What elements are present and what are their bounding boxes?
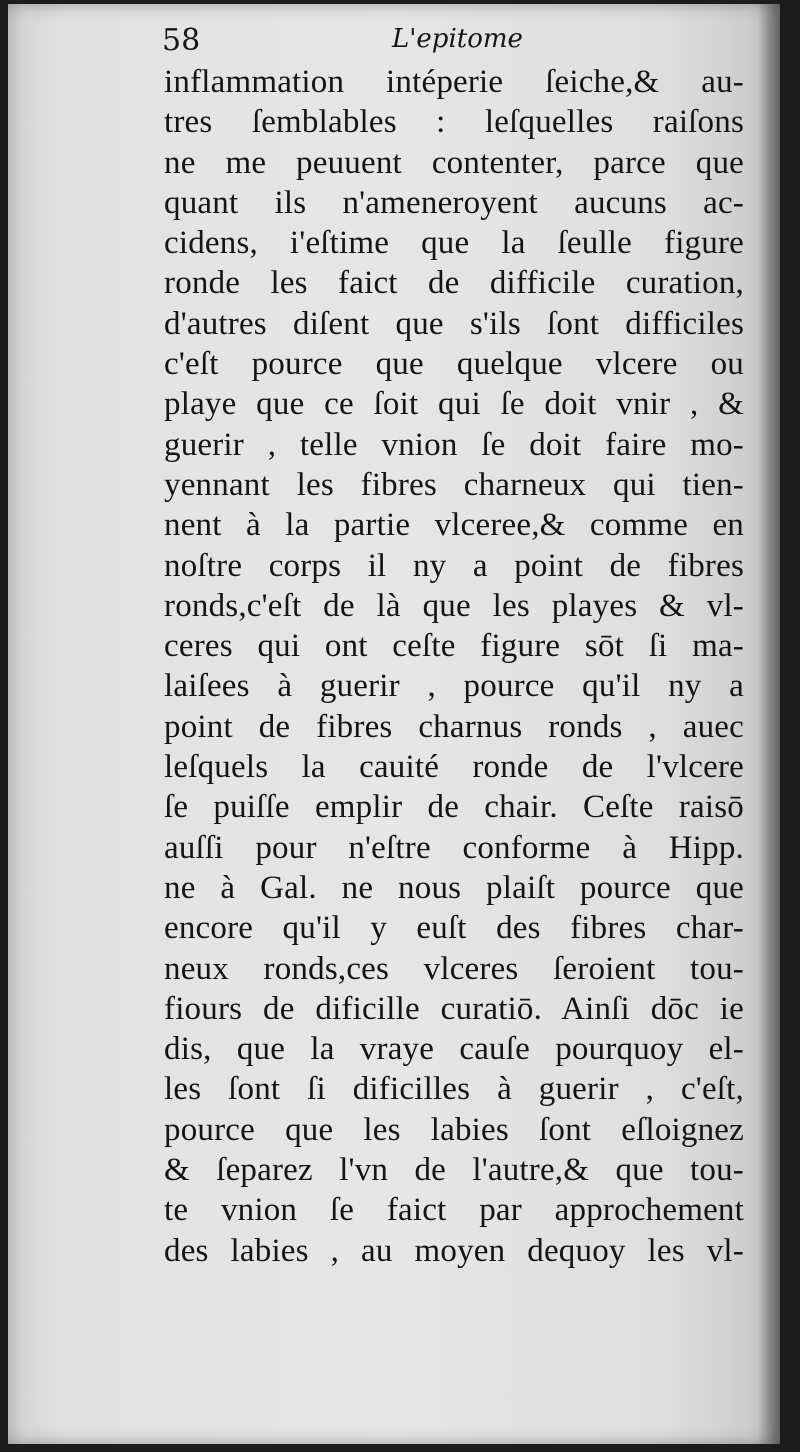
text-line: & ſeparez l'vn de l'autre,& que tou- <box>164 1152 744 1189</box>
text-line: point de fibres charnus ronds , auec <box>164 708 744 745</box>
text-line: auſſi pour n'eſtre conforme à Hipp. <box>164 829 744 866</box>
text-line: ronde les faict de difficile curation, <box>164 265 744 302</box>
text-line: dis, que la vraye cauſe pourquoy el- <box>164 1031 744 1068</box>
text-line: ne à Gal. ne nous plaiſt pource que <box>164 869 744 906</box>
text-line: laiſees à guerir , pource qu'il ny a <box>164 668 744 705</box>
text-line: inflammation intéperie ſeiche,& au- <box>164 64 744 100</box>
text-line: noſtre corps il ny a point de fibres <box>164 547 744 584</box>
text-line: c'eſt pource que quelque vlcere ou <box>164 346 744 383</box>
book-page <box>8 4 780 1444</box>
text-line: leſquels la cauité ronde de l'vlcere <box>164 749 744 786</box>
text-line: yennant les fibres charneux qui tien- <box>164 466 744 503</box>
text-line: guerir , telle vnion ſe doit faire mo- <box>164 426 744 463</box>
running-title: L'epitome <box>392 24 523 54</box>
page-gutter-shadow <box>758 4 780 1444</box>
text-line: quant ils n'ameneroyent aucuns ac- <box>164 184 744 221</box>
text-line: ne me peuuent contenter, parce que <box>164 144 744 181</box>
page-number: 58 <box>162 23 201 58</box>
text-line: des labies , au moyen dequoy les vl- <box>164 1232 744 1269</box>
text-line: ronds,c'eſt de là que les playes & vl- <box>164 587 744 624</box>
text-line: playe que ce ſoit qui ſe doit vnir , & <box>164 386 744 423</box>
text-line: cidens, i'eſtime que la ſeulle figure <box>164 225 744 262</box>
text-line: les ſont ſi dificilles à guerir , c'eſt, <box>164 1071 744 1108</box>
text-line: ceres qui ont ceſte figure sōt ſi ma- <box>164 628 744 665</box>
text-line: neux ronds,ces vlceres ſeroient tou- <box>164 950 744 987</box>
page-header <box>158 18 578 62</box>
text-line: encore qu'il y euſt des fibres char- <box>164 910 744 947</box>
body-text <box>164 62 744 1271</box>
text-line: pource que les labies ſont eſloignez <box>164 1111 744 1148</box>
text-line: ſe puiſſe emplir de chair. Ceſte raisō <box>164 789 744 826</box>
text-line: tres ſemblables : leſquelles raiſons <box>164 104 744 141</box>
text-line: d'autres diſent que s'ils ſont difficiles <box>164 305 744 342</box>
text-line: te vnion ſe faict par approchement <box>164 1192 744 1229</box>
show-through-marginalia <box>48 984 158 1064</box>
text-line: nent à la partie vlceree,& comme en <box>164 507 744 544</box>
text-line: fiours de dificille curatiō. Ainſi dōc ie <box>164 990 744 1027</box>
